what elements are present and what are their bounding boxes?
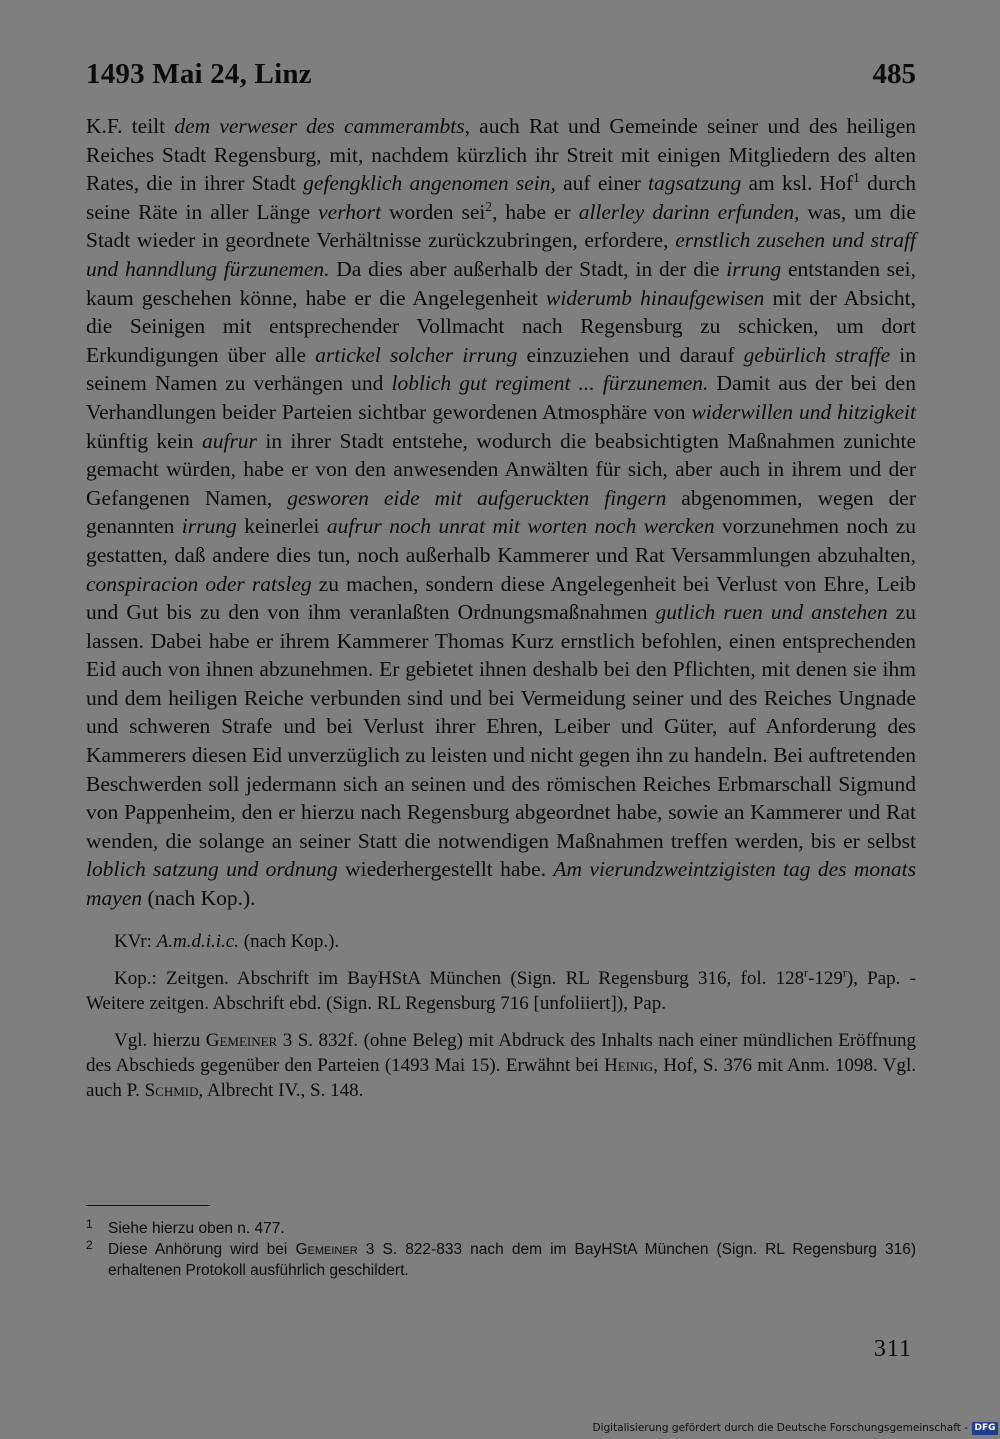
note-paragraph [86, 929, 916, 954]
regest-paragraph [86, 112, 916, 913]
quoted-source-phrase: widerumb hinaufgewisen [545, 285, 765, 310]
text-run: am ksl. Hof [741, 171, 854, 196]
text-run: , habe er [492, 199, 579, 224]
quoted-source-phrase: dem verweser des cammerambts [174, 114, 465, 138]
quoted-source-phrase: gutlich ruen und anstehen [655, 600, 888, 625]
text-run: KVr: [114, 931, 157, 952]
text-run: vorzunehmen noch zu gestatten, daß andere dies tun, noch außerhalb Kammerer und Rat Versammlungen abzuhalten, [86, 514, 916, 567]
note-paragraph [86, 966, 916, 1016]
text-run: -129 [808, 968, 843, 989]
quoted-source-phrase: verhort [318, 199, 382, 224]
text-run: ), Pap. - Weitere zeitgen. Abschrift ebd. (Sign. RL Regensburg 716 [unfoliiert]), Pap. [86, 968, 916, 1014]
digitization-credit [592, 1420, 998, 1436]
superscript-marker: r [804, 966, 809, 980]
superscript-marker: r [842, 966, 847, 980]
author-name: Heinig [604, 1055, 654, 1076]
text-run: entstanden sei, kaum geschehen könne, habe er die Angelegenheit [86, 256, 917, 310]
quoted-source-phrase: allerley darinn erfunden [578, 199, 795, 224]
text-run: einzuziehen und darauf [517, 342, 744, 367]
quoted-source-phrase: aufrur noch unrat mit worten noch wercken [326, 514, 715, 539]
footnote-number: 2 [86, 1238, 93, 1252]
document-date-place-heading: 1493 Mai 24, Linz [86, 58, 312, 90]
text-run: wiederhergestellt habe. [337, 857, 554, 882]
text-run: Damit aus der bei den Verhandlungen beider Parteien sichtbar gewordenen Atmosphäre von [86, 371, 916, 424]
quoted-source-phrase: artickel solcher irrung [315, 342, 518, 367]
author-name: Schmid [144, 1080, 199, 1101]
quoted-source-phrase: tagsatzung [648, 171, 742, 196]
credit-text: Digitalisierung gefördert durch die Deutsche Forschungsgemeinschaft - [592, 1422, 968, 1434]
running-header [86, 58, 916, 98]
apparatus-notes [86, 929, 916, 1103]
dfg-logo-icon: DFG [972, 1422, 998, 1435]
text-run: 3 S. 822-833 nach dem im BayHStA München (Sign. RL Regensburg 316) erhaltenen Protokoll ausführlich geschildert. [108, 1241, 916, 1279]
text-run: , auch Rat und Gemeinde seiner und des heiligen Reiches Stadt Regensburg, mit, nachdem kürzlich ihr Streit mit einigen Mitgliedern des alten Rates, die in ihrer Stadt [86, 114, 917, 196]
text-run: in ihrer Stadt entstehe, wodurch die beabsichtigten Maßnahmen zunichte gemacht würden, habe er von den anwesenden Anwälten für sich, aber auch in ihrem und der Gefangenen Namen, [86, 428, 917, 510]
text-run: Da dies aber außerhalb der Stadt, in der die [329, 256, 727, 281]
footnote-number: 1 [86, 1217, 93, 1231]
quoted-source-phrase: A.m.d.i.i.c. [156, 931, 239, 952]
quoted-source-phrase: loblich satzung und ordnung [86, 857, 338, 882]
main-text-block [86, 112, 916, 913]
text-run: künftig kein [86, 428, 202, 453]
text-run: (nach Kop.). [142, 886, 256, 911]
text-run: Siehe hierzu oben n. 477. [108, 1220, 285, 1237]
quoted-source-phrase: irrung [726, 256, 782, 281]
footnote [86, 1218, 916, 1239]
quoted-source-phrase: widerwillen und hitzigkeit [691, 399, 916, 424]
text-run: 3 S. 832f. (ohne Beleg) mit Abdruck des Inhalts nach einer mündlichen Eröffnung des Abschieds gegenüber den Parteien (1493 Mai 15). Erwähnt bei [86, 1030, 916, 1076]
text-run: Kop.: Zeitgen. Abschrift im BayHStA München (Sign. RL Regensburg 316, fol. 128 [114, 968, 805, 989]
document-number: 485 [872, 58, 916, 90]
text-run: in seinem Namen zu verhängen und [86, 342, 916, 396]
text-run: , Hof, S. 376 mit Anm. 1098. Vgl. auch P. [86, 1055, 916, 1101]
quoted-source-phrase: gesworen eide mit aufgeruckten fingern [287, 485, 667, 510]
text-run: , Albrecht IV., S. 148. [198, 1080, 364, 1101]
text-run: K.F. teilt [86, 114, 175, 138]
footnotes [86, 1218, 916, 1281]
text-run: worden sei [381, 199, 486, 224]
quoted-source-phrase: gebürlich straffe [743, 342, 891, 367]
text-run: keinerlei [236, 514, 327, 539]
author-name: Gemeiner [205, 1030, 278, 1051]
quoted-source-phrase: loblich gut regiment ... fürzunemen. [391, 371, 709, 396]
text-run: (nach Kop.). [239, 931, 340, 952]
text-run: mit der Absicht, die Seinigen mit entsprechender Vollmacht nach Regensburg zu schicken, um dort Erkundigungen über alle [86, 285, 916, 367]
quoted-source-phrase: irrung [181, 514, 237, 539]
quoted-source-phrase: ernstlich zusehen und straff und hanndlung fürzunemen. [86, 228, 917, 281]
text-run: abgenommen, wegen der genannten [86, 485, 916, 539]
page-number: 311 [873, 1336, 912, 1362]
footnote [86, 1239, 916, 1281]
superscript-marker: 1 [853, 170, 860, 186]
text-run: zu machen, sondern diese Angelegenheit bei Verlust von Ehre, Leib und Gut bis zu den von ihm veranlaßten Ordnungsmaßnahmen [86, 571, 916, 625]
text-run: durch seine Räte in aller Länge [86, 171, 917, 224]
text-run: Diese Anhörung wird bei [108, 1241, 296, 1258]
superscript-marker: 2 [485, 198, 493, 214]
footnote-separator [86, 1205, 210, 1206]
text-run: Vgl. hierzu [114, 1030, 206, 1051]
quoted-source-phrase: Am vierundzweintzigisten tag des monats mayen [86, 857, 916, 911]
quoted-source-phrase: aufrur [201, 428, 257, 453]
text-run: , was, um die Stadt wieder in geordnete Verhältnisse zurückzubringen, erfordere, [86, 199, 916, 253]
text-run: , auf einer [550, 171, 649, 196]
text-run: zu lassen. Dabei habe er ihrem Kammerer Thomas Kurz ernstlich befohlen, einen entsprechenden Eid auch von ihnen abzunehmen. Er gebietet ihnen deshalb bei den Pflichten, mit denen sie ihm und dem heiligen Reiche verbunden sind und bei Vermeidung seiner und des Reiches Ungnade und schweren Strafe und bei Verlust ihrer Ehren, Leiber und Güter, auf Anforderung des Kammerers diesen Eid unverzüglich zu leisten und nicht gegen ihn zu handeln. Bei auftretenden Beschwerden soll jedermann sich an seinen und des römischen Reiches Erbmarschall Sigmund von Pappenheim, den er hierzu nach Regensburg abgeordnet habe, sowie an Kammerer und Rat wenden, die solange an seiner Statt die notwendigen Maßnahmen treffen werden, bis er selbst [86, 600, 916, 853]
author-name: Gemeiner [295, 1241, 358, 1258]
note-paragraph [86, 1028, 916, 1103]
quoted-source-phrase: conspiracion oder ratsleg [86, 571, 312, 596]
quoted-source-phrase: gefengklich angenomen sein [303, 171, 551, 196]
